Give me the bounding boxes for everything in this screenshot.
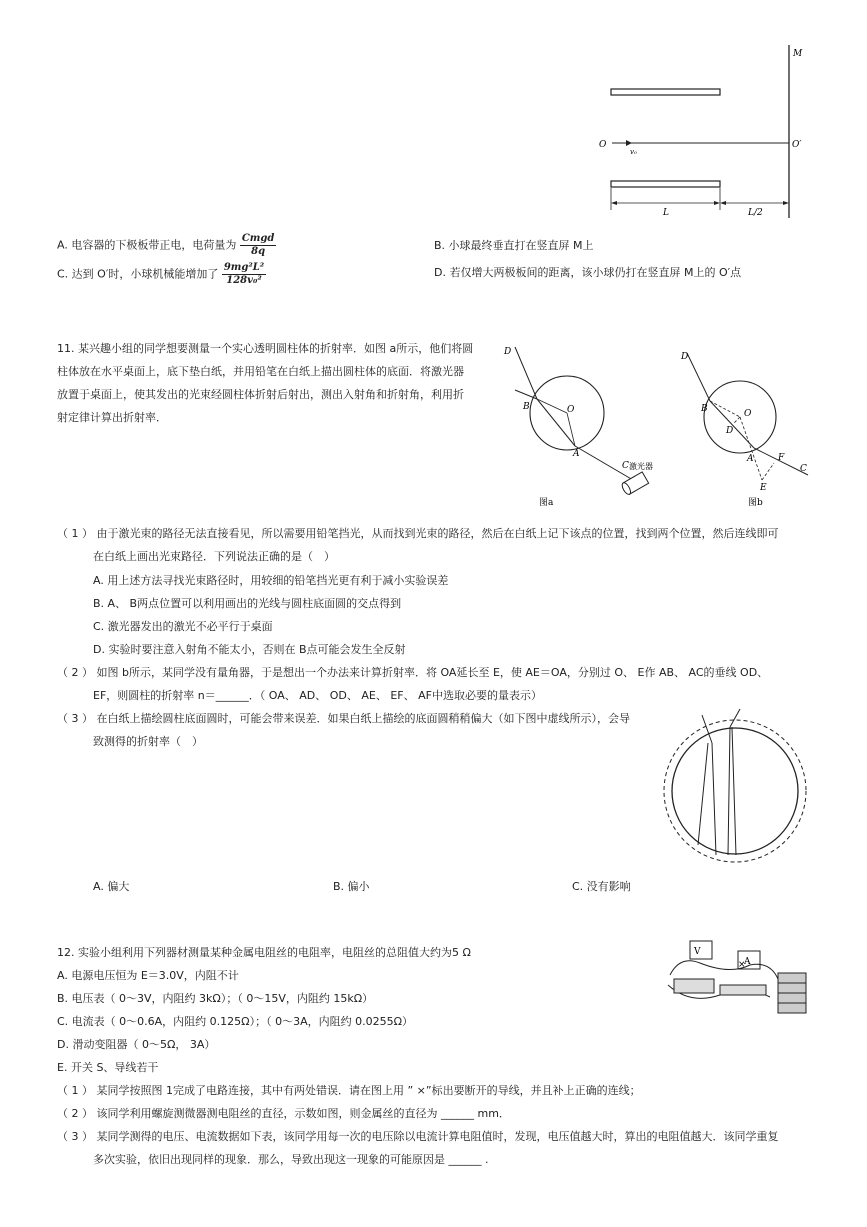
q11-stem-line: 柱体放在水平桌面上，底下垫白纸，并用铅笔在白纸上描出圆柱体的底面．将激光器 bbox=[57, 365, 464, 378]
q12-sub3-line: （ 3 ） 某同学测得的电压、电流数据如下表，该同学用每一次的电压除以电流计算电阻值时，发现，电压值越大时，算出的电阻值越大．该同学重复 bbox=[57, 1130, 779, 1143]
q12-item: D. 滑动变阻器（ 0～5Ω， 3A） bbox=[57, 1038, 216, 1051]
svg-text:×: × bbox=[738, 960, 746, 970]
label-O-prime: O′ bbox=[792, 140, 802, 150]
q12-sub1: （ 1 ） 某同学按照图 1完成了电路连接，其中有两处错误．请在图上用 ” ×”标出要断开的导线，并且补上正确的连线； bbox=[57, 1084, 641, 1097]
q12-item: B. 电压表（ 0～3V，内阻约 3kΩ）；（ 0～15V，内阻约 15kΩ） bbox=[57, 992, 374, 1005]
svg-text:C: C bbox=[800, 464, 807, 474]
q10-option-c[interactable] bbox=[57, 262, 266, 287]
q10-option-d[interactable]: D. 若仅增大两极板间的距离，该小球仍打在竖直屏 M上的 O′点 bbox=[434, 266, 742, 279]
svg-text:D: D bbox=[726, 426, 734, 436]
svg-text:A: A bbox=[744, 957, 751, 967]
q11-sub3-line: 致测得的折射率（ ） bbox=[93, 735, 203, 748]
q11-sub1-option[interactable]: B. A、 B两点位置可以利用画出的光线与圆柱底面圆的交点得到 bbox=[93, 597, 402, 610]
figure-a bbox=[495, 335, 665, 515]
frac-num: 9mg²L² bbox=[223, 262, 265, 273]
label-L2: L/2 bbox=[748, 208, 763, 218]
q11-stem-line: 射定律计算出折射率． bbox=[57, 411, 167, 424]
q11-sub1-option[interactable]: D. 实验时要注意入射角不能太小，否则在 B点可能会发生全反射 bbox=[93, 643, 406, 656]
label-O: O bbox=[599, 140, 607, 150]
q11-sub1-option[interactable]: A. 用上述方法寻找光束路径时，用较细的铅笔挡光更有利于减小实验误差 bbox=[93, 574, 449, 587]
svg-text:O: O bbox=[744, 409, 752, 419]
svg-text:O: O bbox=[567, 405, 575, 415]
frac-den: 128v₀² bbox=[226, 275, 262, 286]
figure-b bbox=[670, 335, 820, 515]
q12-sub3-line: 多次实验，依旧出现同样的现象．那么，导致出现这一现象的可能原因是 ______ . bbox=[93, 1153, 489, 1166]
q11-sub1-option[interactable]: C. 激光器发出的激光不必平行于桌面 bbox=[93, 620, 273, 633]
svg-text:E: E bbox=[760, 483, 767, 493]
svg-text:A: A bbox=[747, 454, 754, 464]
q10-option-a-text: A. 电容器的下极板带正电，电荷量为 bbox=[57, 238, 237, 252]
q11-sub3-option-c[interactable]: C. 没有影响 bbox=[572, 880, 631, 893]
q11-sub1-line: （ 1 ） 由于激光束的路径无法直接看见，所以需要用铅笔挡光，从而找到光束的路径，然后在白纸上记下该点的位置，找到两个位置，然后连线即可 bbox=[57, 527, 779, 540]
lower-plate bbox=[611, 181, 720, 187]
capacitor-figure bbox=[590, 40, 810, 225]
label-L: L bbox=[663, 208, 669, 218]
svg-text:V: V bbox=[694, 947, 701, 957]
q11-sub3-line: （ 3 ） 在白纸上描绘圆柱底面圆时，可能会带来误差．如果白纸上描绘的底面圆稍稍偏大（如下图中虚线所示），会导 bbox=[57, 712, 630, 725]
svg-text:F: F bbox=[778, 453, 785, 463]
label-v0: v₀ bbox=[630, 148, 637, 156]
q11-sub3-option-b[interactable]: B. 偏小 bbox=[333, 880, 370, 893]
q12-sub2: （ 2 ） 该同学利用螺旋测微器测电阻丝的直径，示数如图，则金属丝的直径为 ______ mm． bbox=[57, 1107, 510, 1120]
svg-text:D: D bbox=[681, 352, 689, 362]
upper-plate bbox=[611, 89, 720, 95]
q12-item: E. 开关 S、导线若干 bbox=[57, 1061, 159, 1074]
q10-option-b[interactable]: B. 小球最终垂直打在竖直屏 M上 bbox=[434, 239, 594, 252]
svg-text:激光器: 激光器 bbox=[629, 462, 653, 471]
svg-text:B: B bbox=[701, 404, 708, 414]
q11-sub1-line: 在白纸上画出光束路径．下列说法正确的是（ ） bbox=[93, 550, 335, 563]
svg-text:B: B bbox=[523, 402, 530, 412]
svg-text:C: C bbox=[622, 461, 629, 471]
frac-num: Cmgd bbox=[241, 233, 275, 244]
q11-sub2-line: EF，则圆柱的折射率 n＝______．（ OA、 AD、 OD、 AE、 EF、 AF中选取必要的量表示） bbox=[93, 689, 542, 702]
circle-error-figure bbox=[660, 705, 810, 865]
q10-option-a[interactable] bbox=[57, 233, 276, 258]
svg-text:A: A bbox=[573, 449, 580, 459]
svg-text:图b: 图b bbox=[748, 498, 763, 508]
q11-stem-line: 11. 某兴趣小组的同学想要测量一个实心透明圆柱体的折射率．如图 a所示，他们将圆 bbox=[57, 342, 474, 355]
q11-sub2-line: （ 2 ） 如图 b所示，某同学没有量角器，于是想出一个办法来计算折射率．将 OA延长至 E，使 AE＝OA，分别过 O、 E作 AB、 AC的垂线 OD、 bbox=[57, 666, 769, 679]
svg-text:图a: 图a bbox=[539, 498, 554, 508]
q10-option-c-text: C. 达到 O′时，小球机械能增加了 bbox=[57, 267, 219, 281]
q10-option-c-fraction bbox=[222, 262, 266, 287]
q10-option-a-fraction bbox=[240, 233, 277, 258]
q11-sub3-option-a[interactable]: A. 偏大 bbox=[93, 880, 130, 893]
svg-text:D: D bbox=[504, 347, 512, 357]
q12-item: C. 电流表（ 0～0.6A，内阻约 0.125Ω）；（ 0～3A，内阻约 0.0255Ω） bbox=[57, 1015, 413, 1028]
q12-item: A. 电源电压恒为 E＝3.0V，内阻不计 bbox=[57, 969, 239, 982]
frac-den: 8q bbox=[251, 246, 266, 257]
circuit-figure bbox=[660, 935, 810, 1015]
q11-stem-line: 放置于桌面上，使其发出的光束经圆柱体折射后射出，测出入射角和折射角，利用折 bbox=[57, 388, 464, 401]
label-M: M bbox=[793, 49, 803, 59]
q12-stem: 12. 实验小组利用下列器材测量某种金属电阻丝的电阻率，电阻丝的总阻值大约为5 Ω bbox=[57, 946, 471, 959]
